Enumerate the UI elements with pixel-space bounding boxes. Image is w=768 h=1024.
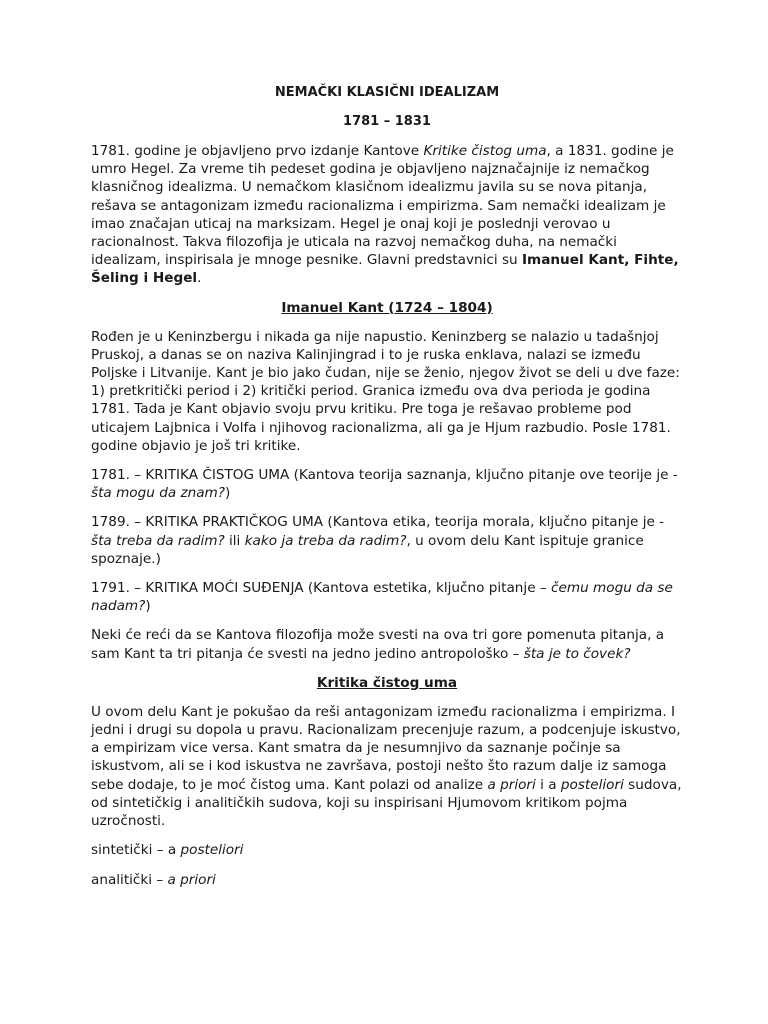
analytic-text-a: analitički – xyxy=(91,871,168,888)
critique1-text-a: 1781. – KRITIKA ČISTOG UMA (Kantova teorija saznanja, ključno pitanje ove teorije je - xyxy=(91,467,678,484)
intro-paragraph xyxy=(91,142,683,288)
kant-heading: Imanuel Kant (1724 – 1804) xyxy=(281,299,493,316)
critique1-question: šta mogu da znam? xyxy=(91,485,226,502)
document-title: NEMAČKI KLASIČNI IDEALIZAM xyxy=(274,85,500,100)
intro-text-a: 1781. godine je objavljeno prvo izdanje Kantove xyxy=(91,143,424,159)
intro-text-e: . xyxy=(197,270,202,287)
pure-reason-paragraph xyxy=(91,703,683,830)
intro-text-title: Kritike čistog uma xyxy=(423,143,547,159)
analytic-line xyxy=(91,871,683,889)
critique3-text-c: ) xyxy=(145,598,151,615)
critique2-text-e: , u ovom delu Kant ispituje granice spoznaje.) xyxy=(91,532,644,567)
intro-representatives: Imanuel Kant, Fihte, Šeling i Hegel xyxy=(91,252,679,287)
kant-bio-paragraph: Rođen je u Keninzbergu i nikada ga nije napustio. Keninzberg se nalazio u tadašnjoj Pruskoj, a danas se on naziva Kalinjingrad i to je ruska enklava, nalazi se između Poljske i Litvanije. Kant je bio jako čudan, nije se ženio, njegov život se deli u dve faze: 1) pretkritički period i 2) kritički period. Granica između ova dva perioda je godina 1781. Tada je Kant objavio svoju prvu kritiku. Pre toga je rešavao probleme pod uticajem Lajbnica i Volfa i njihovog racionalizma, ali ga je Hjum razbudio. Posle 1781. godine objavio je još tri kritike. xyxy=(91,328,680,454)
document-page xyxy=(91,84,683,900)
critique1-text-c: ) xyxy=(225,485,231,502)
critique3-question: čemu mogu da se nadam? xyxy=(91,580,673,615)
critique3-text-a: 1791. – KRITIKA MOĆI SUĐENJA (Kantova estetika, ključno pitanje – xyxy=(91,580,551,597)
synthetic-line xyxy=(91,841,683,859)
document-subtitle: 1781 – 1831 xyxy=(343,114,431,129)
critique-practical-reason-item xyxy=(91,513,683,568)
summary-text-a: Neki će reći da se Kantova filozofija može svesti na ova tri gore pomenuta pitanja, a sam Kant ta tri pitanja će svesti na jedno jedino antropološko – xyxy=(91,627,665,662)
critique2-text-c: ili xyxy=(224,532,245,549)
critique-pure-reason-item xyxy=(91,466,683,502)
pure-reason-heading: Kritika čistog uma xyxy=(316,674,458,691)
critique2-question-2: kako ja treba da radim? xyxy=(244,532,407,549)
synthetic-term: posteliori xyxy=(180,842,244,859)
pure-reason-text-a: U ovom delu Kant je pokušao da reši antagonizam između racionalizma i empirizma. I jedni i drugi su dopola u pravu. Racionalizam precenjuje razum, a podcenjuje iskustvo, a empirizam vice versa. Kant smatra da je nesumnjivo da saznanje počinje sa iskustvom, ali se i kod iskustva ne završava, postoji nešto što razum dalje iz samoga sebe dodaje, to je moć čistog uma. Kant polazi od analize xyxy=(91,703,681,793)
summary-paragraph xyxy=(91,626,683,662)
pure-reason-a-priori: a priori xyxy=(487,776,536,793)
critique-judgment-item xyxy=(91,579,683,615)
intro-text-c: , a 1831. godine je umro Hegel. Za vreme tih pedeset godina je objavljeno najznačajnije iz nemačkog klasničnog idealizma. U nemačkom klasičnom idealizmu javila su se nova pitanja, rešava se antagonizam između racionalizma i empirizma. Sam nemački idealizam je imao značajan uticaj na marksizam. Hegel je onaj koji je poslednji verovao u racionalnost. Takva filozofija je uticala na razvoj nemačkog duha, na nemački idealizam, inspirisala je mnoge pesnike. Glavni predstavnici su xyxy=(91,143,674,269)
analytic-term: a priori xyxy=(167,871,216,888)
synthetic-text-a: sintetički – a xyxy=(91,842,181,859)
summary-question: šta je to čovek? xyxy=(523,645,631,662)
critique2-text-a: 1789. – KRITIKA PRAKTIČKOG UMA (Kantova etika, teorija morala, ključno pitanje je - xyxy=(91,514,665,531)
pure-reason-text-c: i a xyxy=(535,776,561,793)
pure-reason-text-e: sudova, od sintetičkig i analitičkih sudova, koji su inspirisani Hjumovom kritikom pojma uzročnosti. xyxy=(91,776,682,830)
pure-reason-posteliori: posteliori xyxy=(560,776,624,793)
critique2-question-1: šta treba da radim? xyxy=(91,532,225,549)
